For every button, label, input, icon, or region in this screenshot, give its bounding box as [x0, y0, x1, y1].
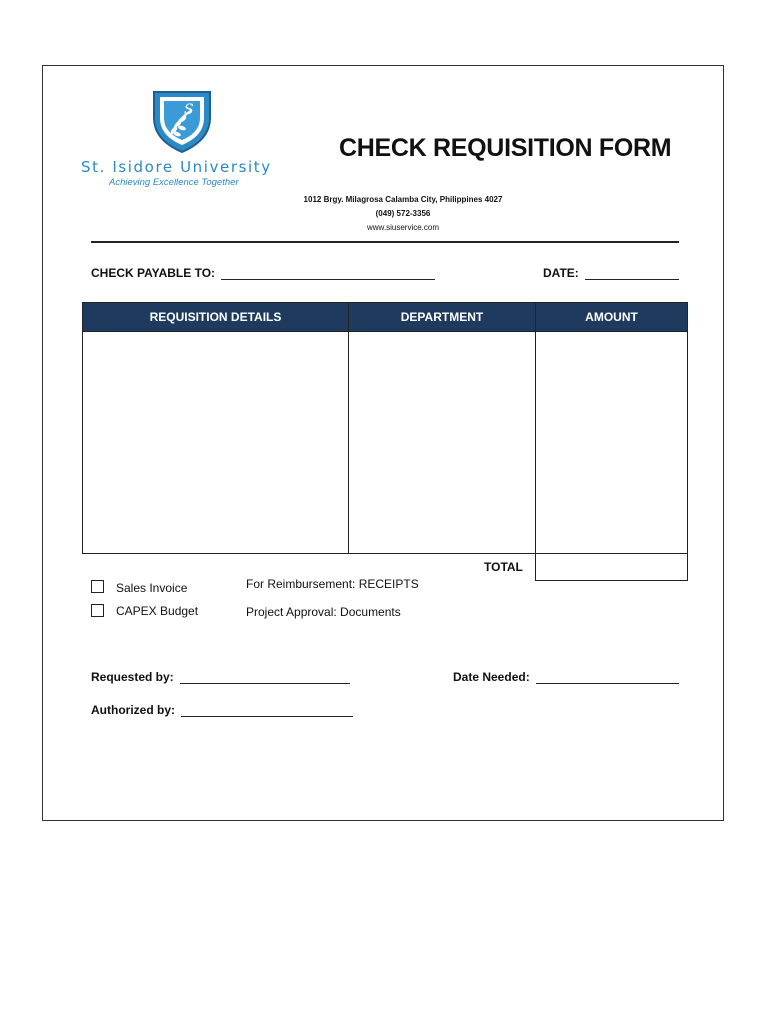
- date-needed-label: Date Needed:: [453, 670, 530, 684]
- amount-cell[interactable]: [536, 332, 688, 554]
- phone-text: (049) 572-3356: [375, 209, 431, 218]
- authorized-by-field: [91, 703, 353, 717]
- sales-invoice-checkbox[interactable]: [91, 580, 104, 593]
- sales-invoice-label: Sales Invoice: [116, 581, 188, 595]
- form-title: CHECK REQUISITION FORM: [339, 134, 672, 162]
- requisition-details-cell[interactable]: [83, 332, 349, 554]
- project-approval-note: Project Approval: Documents: [246, 605, 401, 619]
- capex-budget-checkbox[interactable]: [91, 604, 104, 617]
- capex-budget-label: CAPEX Budget: [116, 604, 199, 618]
- address-text: 1012 Brgy. Milagrosa Calamba City, Philippines 4027: [303, 195, 503, 204]
- requisition-table: [82, 302, 688, 554]
- check-payable-input-line[interactable]: [221, 279, 435, 280]
- university-tagline: Achieving Excellence Together: [109, 177, 239, 188]
- authorized-by-input-line[interactable]: [181, 716, 353, 717]
- header-divider: [91, 241, 679, 243]
- date-input-line[interactable]: [585, 279, 679, 280]
- department-cell[interactable]: [349, 332, 536, 554]
- university-crest-logo: [150, 88, 214, 154]
- requested-by-label: Requested by:: [91, 670, 174, 684]
- table-row: [83, 332, 688, 554]
- date-field: [543, 266, 679, 280]
- requisition-form-page: [42, 65, 724, 821]
- total-amount-box[interactable]: [535, 553, 688, 581]
- website-text: www.siuservice.com: [366, 223, 439, 232]
- check-payable-label: CHECK PAYABLE TO:: [91, 266, 216, 280]
- header-requisition-details: REQUISITION DETAILS: [83, 303, 349, 332]
- requested-by-input-line[interactable]: [180, 683, 350, 684]
- university-name: St. Isidore University: [81, 158, 272, 176]
- date-needed-input-line[interactable]: [536, 683, 679, 684]
- check-payable-field: [91, 266, 435, 280]
- authorized-by-label: Authorized by:: [91, 703, 175, 717]
- total-label: TOTAL: [484, 560, 523, 574]
- crest-letter: S: [184, 102, 194, 118]
- header-department: DEPARTMENT: [349, 303, 536, 332]
- header-amount: AMOUNT: [536, 303, 688, 332]
- table-header-row: [83, 303, 688, 332]
- date-needed-field: [453, 670, 679, 684]
- date-label: DATE:: [543, 266, 579, 280]
- requested-by-field: [91, 670, 350, 684]
- reimbursement-note: For Reimbursement: RECEIPTS: [246, 577, 419, 591]
